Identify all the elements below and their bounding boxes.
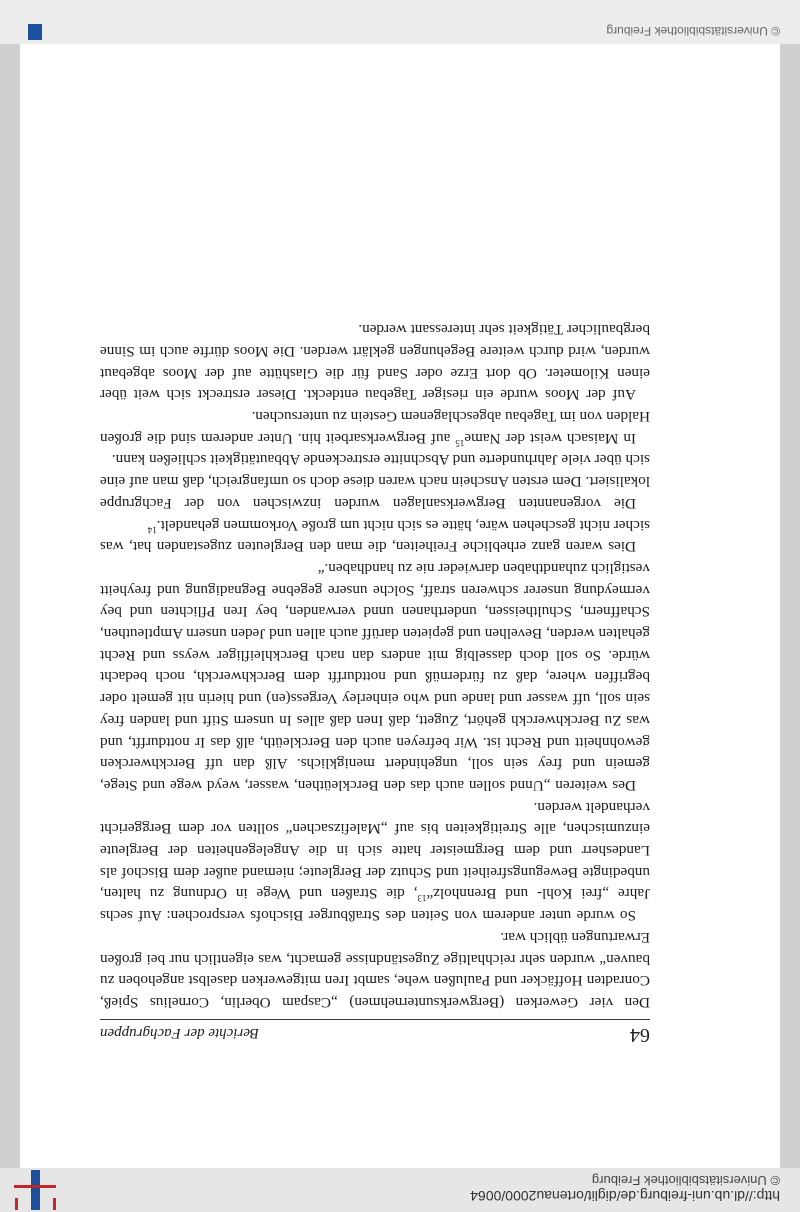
footnote-marker: 14 [147,524,157,535]
copyright-notice-faded: © Universitätsbibliothek Freiburg [606,24,780,38]
logo-bar-horizontal [14,1185,56,1188]
paragraph-text: In Maisach weist der Name [464,429,636,447]
paragraph-text: , die Straßen und Wege in Ordnung zu halten, unbedingte Bewegungsfreiheit und Schutz der Bergleute; niemand außer dem Bischof als Landesherr und dem Bergmeister hatte sich in die Angelegenheiten der Bergleute einzumischen, alle Streitigkeiten bis auf „Malefizsachen“ sollten vor dem Berggericht verhandelt werden. [100,798,650,903]
paragraph-text: Die vorgenannten Bergwerksanlagen wurden inzwischen von der Fachgruppe lokalisiert. Dem ersten Anschein nach waren diese doch so umfangreich, daß man auf eine sich über viele Jahrhunderte und Abschnitte erstreckende Abbautätigkeit schließen kann. [100,451,650,512]
logo-serif-left [53,1198,56,1210]
logo-bar-vertical [31,1170,40,1210]
viewer-footer-strip [0,0,800,44]
paragraph-text: auf Bergwerksarbeit hin. Unter anderem sind die großen Halden von im Tagebau abgeschlagenem Gestein zu untersuchen. [100,408,650,447]
page-number: 64 [630,1024,650,1046]
paragraph-text: Des weiteren „Unnd sollen auch das den Berckleüthen, wasser, weyd wege und Stege, gemein und frey sein soll, ungehindert menigklichs. Alß dan uff Berckhwercken gewohnheitt und Recht ist. Wir befreyen auch den Berckleüth, alß das Ir nottdurfft, und was Zu Berckhwerckh gehört, Zugett, daß Inen daß alles In unsern Stift und landen frey sein soll, uff wasser und lande und who einherley Vergess(en) und hierin nit gemelt oder begriffen where, daß zu fürdernüß und nottdurfft dem Berckhwerckh, noch bedacht würde. So soll doch dasselbig mit anders dan nach Berckhleifliger weyss und Recht gehalten werden, Bevelhen und gepieten darüff auch allen und Jeden unsern Amptleuthen, Schaffnern, Schultheissen, underthanen unnd verwanden, bey Iren Pflichten und bey vermeydung unserer schweren straff, Solche unsere gegebne Begnadigung und freyheitt vestiglich zuhandthaben darwieder nie zu handhaben.“ [100,559,650,794]
footnote-marker: 13 [417,893,427,904]
paragraph [100,514,650,557]
paragraph [100,319,650,406]
paragraph-text: Auf der Moos wurde ein riesiger Tagebau entdeckt. Dieser erstreckt sich weit über einen Kilometer. Ob dort Erze oder Sand für die Glashütte auf der Moos abgebaut wurden, wird durch weitere Begehungen geklärt werden. Die Moos dürfte auch im Sinne bergbaulicher Tätigkeit sehr interessant werden. [100,321,650,404]
viewer-header-strip [0,1167,800,1212]
running-head: Berichte der Fachgruppen [100,1025,260,1041]
paragraph [100,926,650,1013]
copyright-notice: © Universitätsbibliothek Freiburg [591,1173,780,1188]
source-url[interactable]: http://dl.ub.uni-freiburg.de/diglit/ortenau2000/0064 [470,1188,780,1204]
paragraph-text: So wurde unter anderem von Seiten des Straßburger Bischofs versprochen: Auf sechs Jahre „frei Kohl- und Brennholz“ [100,885,650,925]
logo-serif-right [15,1198,18,1210]
scanned-page [20,44,780,1168]
body-text [100,319,650,1014]
footnote-marker: 15 [455,437,465,448]
paragraph [100,449,650,514]
page-content [100,319,650,1047]
paragraph-text: Den vier Gewerken (Bergwerksunternehmen) „Caspam Oberlin, Cornelius Spieß, Conradten Hoffäcker und Paulußen wehe, sambt Iren mitgewerken daselbst angehoben zu bauven“ wurden sehr reichhaltige Zugeständnisse gemacht, was eigentlich nur bei großen Erwartungen üblich war. [100,928,650,1011]
paragraph [100,405,650,448]
page-header [100,1019,650,1046]
paragraph [100,557,650,796]
university-logo-small-icon [28,24,42,40]
university-logo-icon [10,1170,58,1210]
paragraph [100,796,650,926]
paragraph-text: Dies waren ganz erhebliche Freiheiten, die man den Bergleuten zugestanden hat, was sicher nicht geschehen wäre, hätte es sich nicht um große Vorkommen gehandelt. [100,516,650,556]
